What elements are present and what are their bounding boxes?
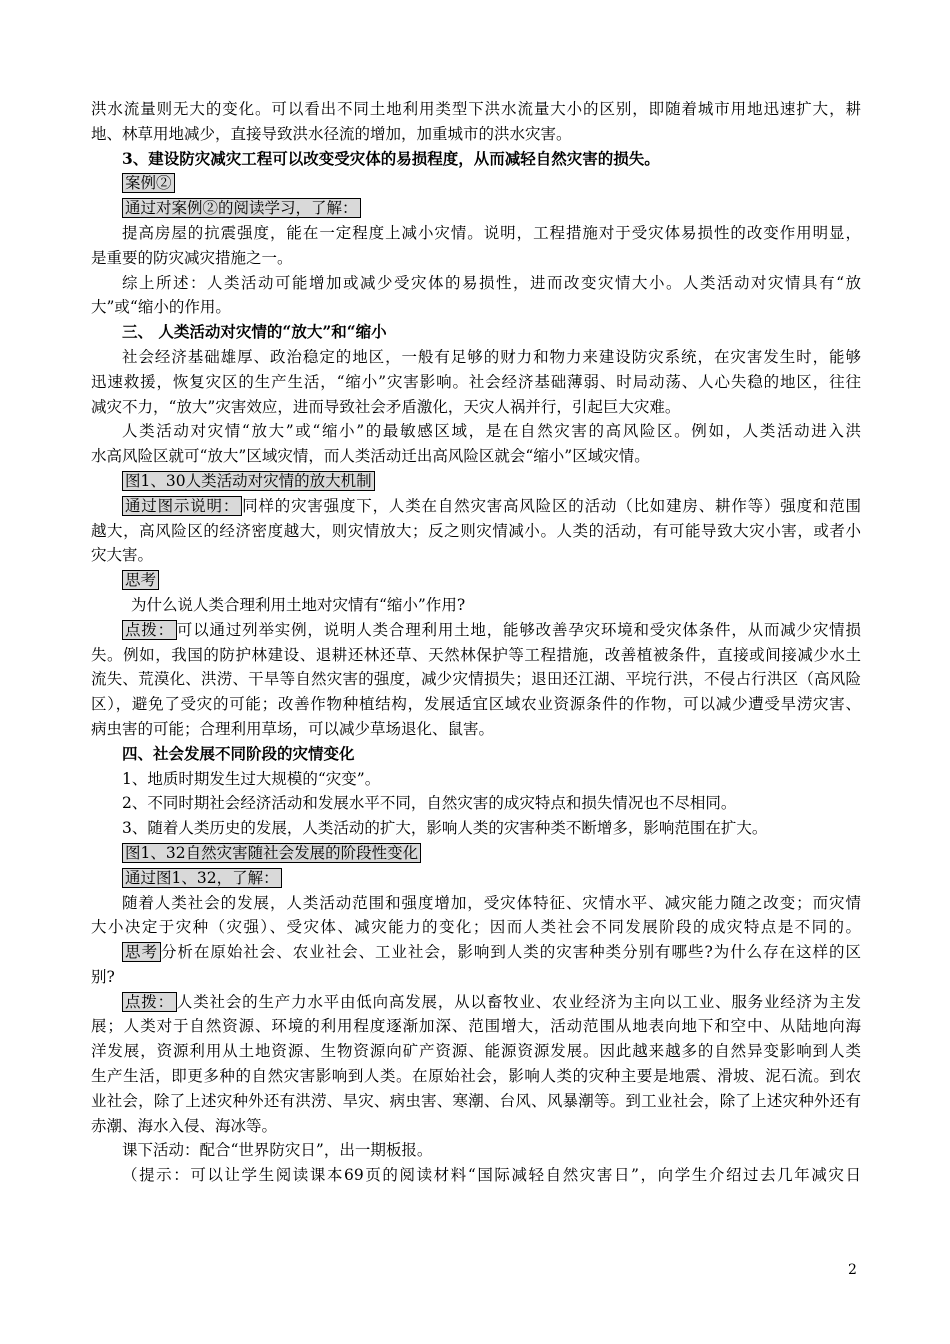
text-line <box>91 891 861 916</box>
text-line <box>91 1014 861 1039</box>
line-text: 灾大害。 <box>91 546 154 565</box>
text-line <box>91 568 861 593</box>
highlight-label: 通过图1、32，了解： <box>122 868 282 888</box>
line-text: 社会经济基础雄厚、政治稳定的地区，一般有足够的财力和物力来建设防灾系统，在灾害发生时，能够 <box>122 347 861 366</box>
highlight-label: 通过图示说明： <box>122 496 242 516</box>
highlight-label: 案例② <box>122 173 175 193</box>
line-text: 分析在原始社会、农业社会、工业社会，影响到人类的灾害种类分别有哪些?为什么存在这样的区 <box>160 943 861 962</box>
line-text: 业社会，除了上述灾种外还有洪涝、旱灾、病虫害、寒潮、台风、风暴潮等。到工业社会，除了上述灾种外还有 <box>91 1091 861 1110</box>
text-line <box>91 370 861 395</box>
text-line <box>91 717 861 742</box>
highlight-label: 点拨： <box>122 620 177 640</box>
text-line <box>91 444 861 469</box>
highlight-label: 图1、30人类活动对灾情的放大机制 <box>122 471 375 491</box>
text-line <box>91 915 861 940</box>
highlight-label: 图1、32自然灾害随社会发展的阶段性变化 <box>122 843 421 863</box>
line-text: 洋发展，资源利用从土地资源、生物资源向矿产资源、能源资源发展。因此越来越多的自然异变影响到人类 <box>91 1042 861 1061</box>
line-text: 2、不同时期社会经济活动和发展水平不同，自然灾害的成灾特点和损失情况也不尽相同。 <box>122 794 737 813</box>
text-line <box>91 221 861 246</box>
line-text: 减灾不力，“放大”灾害效应，进而导致社会矛盾激化，天灾人祸并行，引起巨大灾难。 <box>91 397 681 416</box>
line-text: （提示：可以让学生阅读课本69页的阅读材料“国际减轻自然灾害日”，向学生介绍过去几年减灾日 <box>122 1166 861 1185</box>
line-text: 失。例如，我国的防护林建设、退耕还林还草、天然林保护等工程措施，改善植被条件，直接或间接减少水土 <box>91 645 861 664</box>
page-number: 2 <box>848 1262 857 1278</box>
text-line <box>91 519 861 544</box>
line-text: 人类活动对灾情“放大”或“缩小”的最敏感区域，是在自然灾害的高风险区。例如，人类活动进入洪 <box>122 422 861 441</box>
line-text: 人类社会的生产力水平由低向高发展，从以畜牧业、农业经济为主向以工业、服务业经济为主发 <box>176 992 861 1011</box>
text-line <box>91 767 861 792</box>
highlight-label: 思考 <box>122 942 161 962</box>
line-text: 1、地质时期发生过大规模的“灾变”。 <box>122 769 381 788</box>
line-text: 3、随着人类历史的发展，人类活动的扩大，影响人类的灾害种类不断增多，影响范围在扩大。 <box>122 819 768 838</box>
text-line <box>91 1114 861 1139</box>
text-line <box>91 196 861 221</box>
text-line <box>91 122 861 147</box>
text-line <box>91 543 861 568</box>
line-text: 课下活动：配合“世界防灾日”，出一期板报。 <box>122 1141 433 1160</box>
line-text: 随着人类社会的发展，人类活动范围和强度增加，受灾体特征、灾情水平、减灾能力随之改变；而灾情 <box>122 893 861 912</box>
text-line <box>91 147 861 172</box>
text-line <box>91 692 861 717</box>
line-text: 大”或“缩小的作用。 <box>91 298 231 317</box>
line-text: 大小决定于灾种（灾强）、受灾体、减灾能力的变化；因而人类社会不同发展阶段的成灾特点是不同的。 <box>91 918 861 937</box>
line-text: 四、社会发展不同阶段的灾情变化 <box>122 743 355 763</box>
text-line <box>91 1163 861 1188</box>
line-text: 3、建设防灾减灾工程可以改变受灾体的易损程度，从而减轻自然灾害的损失。 <box>122 148 660 168</box>
text-line <box>91 320 861 345</box>
line-text: 病虫害的可能；合理利用草场，可以减少草场退化、鼠害。 <box>91 719 495 738</box>
text-line <box>91 667 861 692</box>
text-line <box>91 494 861 519</box>
text-line <box>91 643 861 668</box>
line-text: 地、林草用地减少，直接导致洪水径流的增加，加重城市的洪水灾害。 <box>91 124 572 143</box>
highlight-label: 通过对案例②的阅读学习，了解： <box>122 198 361 218</box>
highlight-label: 思考 <box>122 570 159 590</box>
text-line <box>91 1089 861 1114</box>
text-line <box>91 395 861 420</box>
line-text: 综上所述：人类活动可能增加或减少受灾体的易损性，进而改变灾情大小。人类活动对灾情具有“放 <box>122 273 861 292</box>
line-text: 三、 人类活动对灾情的“放大”和“缩小 <box>122 322 387 342</box>
line-text: 洪水流量则无大的变化。可以看出不同土地利用类型下洪水流量大小的区别，即随着城市用地迅速扩大，耕 <box>91 100 861 118</box>
line-text: 是重要的防灾减灾措施之一。 <box>91 248 293 267</box>
text-line <box>91 345 861 370</box>
text-line <box>91 618 861 643</box>
line-text: 迅速救援，恢复灾区的生产生活，“缩小”灾害影响。社会经济基础薄弱、时局动荡、人心失稳的地区，往往 <box>91 372 861 391</box>
document-body <box>91 97 861 1188</box>
text-line <box>91 816 861 841</box>
text-line <box>91 1039 861 1064</box>
line-text: 赤潮、海水入侵、海冰等。 <box>91 1116 278 1135</box>
text-line <box>91 866 861 891</box>
line-text: 为什么说人类合理利用土地对灾情有“缩小”作用? <box>131 595 466 614</box>
text-line <box>91 1138 861 1163</box>
line-text: 可以通过列举实例，说明人类合理利用土地，能够改善孕灾环境和受灾体条件，从而减少灾情损 <box>176 620 861 639</box>
text-line <box>91 990 861 1015</box>
text-line <box>91 1064 861 1089</box>
text-line <box>91 965 861 990</box>
line-text: 越大，高风险区的经济密度越大，则灾情放大；反之则灾情减小。人类的活动，有可能导致大灾小害，或者小 <box>91 521 861 540</box>
text-line <box>91 593 861 618</box>
text-line <box>91 742 861 767</box>
text-line <box>91 940 861 965</box>
text-line <box>91 469 861 494</box>
text-line <box>91 295 861 320</box>
line-text: 提高房屋的抗震强度，能在一定程度上减小灾情。说明，工程措施对于受灾体易损性的改变作用明显， <box>122 223 861 242</box>
line-text: 水高风险区就可“放大”区域灾情，而人类活动迁出高风险区就会“缩小”区域灾情。 <box>91 447 650 466</box>
text-line <box>91 419 861 444</box>
highlight-label: 点拨： <box>122 992 177 1012</box>
text-line <box>91 97 861 122</box>
line-text: 同样的灾害强度下，人类在自然灾害高风险区的活动（比如建房、耕作等）强度和范围 <box>242 496 861 515</box>
text-line <box>91 271 861 296</box>
line-text: 生产生活，即更多种的自然灾害影响到人类。在原始社会，影响人类的灾种主要是地震、滑坡、泥石流。到农 <box>91 1067 861 1086</box>
text-line <box>91 246 861 271</box>
text-line <box>91 171 861 196</box>
line-text: 流失、荒漠化、洪涝、干旱等自然灾害的强度，减少灾情损失；退田还江湖、平垸行洪，不侵占行洪区（高风险 <box>91 670 861 689</box>
line-text: 区），避免了受灾的可能；改善作物种植结构，发展适宜区域农业资源条件的作物，可以减少遭受旱涝灾害、 <box>91 695 861 714</box>
text-line <box>91 791 861 816</box>
text-line <box>91 841 861 866</box>
line-text: 别? <box>91 967 115 986</box>
line-text: 展；人类对于自然资源、环境的利用程度逐渐加深、范围增大，活动范围从地表向地下和空中、从陆地向海 <box>91 1017 861 1036</box>
